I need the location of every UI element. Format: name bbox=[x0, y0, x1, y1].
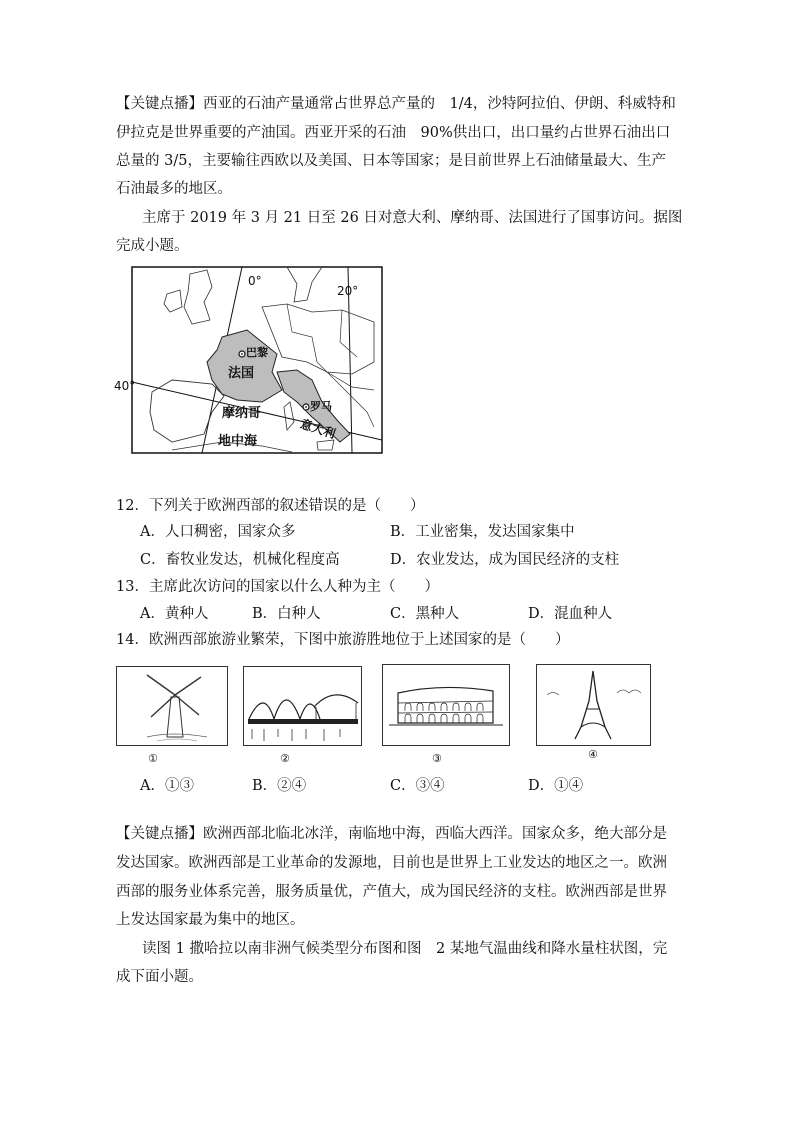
q12-option-d[interactable]: D．农业发达，成为国民经济的支柱 bbox=[390, 552, 620, 568]
picture-label-3: ③ bbox=[432, 752, 442, 765]
europe-map bbox=[112, 262, 386, 456]
intro2-line-1: 读图 1 撒哈拉以南非洲气候类型分布图和图 2 某地气温曲线和降水量柱状图，完 bbox=[142, 941, 668, 957]
q12-option-b[interactable]: B．工业密集，发达国家集中 bbox=[390, 524, 575, 540]
map-label-paris: 巴黎 bbox=[246, 346, 268, 359]
map-label-lon-20: 20° bbox=[337, 284, 359, 298]
intro1-line-1: 主席于 2019 年 3 月 21 日至 26 日对意大利、摩纳哥、法国进行了国事访问。据图 bbox=[142, 210, 683, 226]
q14-option-c[interactable]: C．③④ bbox=[390, 778, 445, 794]
note2-line-2: 发达国家。欧洲西部是工业革命的发源地，目前也是世界上工业发达的地区之一。欧洲 bbox=[116, 855, 667, 871]
q12-option-a[interactable]: A．人口稠密，国家众多 bbox=[140, 524, 296, 540]
windmill-drawing bbox=[117, 667, 227, 745]
q14-option-d[interactable]: D．①④ bbox=[528, 778, 584, 794]
note1-line-4: 石油最多的地区。 bbox=[116, 181, 232, 197]
note1-line-2: 伊拉克是世界重要的产油国。西亚开采的石油 90%供出口，出口量约占世界石油出口 bbox=[116, 125, 671, 141]
q13-option-d[interactable]: D．混血种人 bbox=[528, 606, 613, 622]
q13-option-a[interactable]: A．黄种人 bbox=[140, 606, 209, 622]
intro1-line-2: 完成小题。 bbox=[116, 238, 189, 254]
note1-line-3: 总量的 3/5，主要输往西欧以及美国、日本等国家；是目前世界上石油储量最大、生产 bbox=[116, 153, 666, 169]
windmill-picture bbox=[116, 666, 228, 746]
q14-stem: 14．欧洲西部旅游业繁荣，下图中旅游胜地位于上述国家的是（ ） bbox=[116, 632, 570, 648]
note2-line-3: 西部的服务业体系完善，服务质量优，产值大，成为国民经济的支柱。欧洲西部是世界 bbox=[116, 884, 667, 900]
q14-option-b[interactable]: B．②④ bbox=[252, 778, 307, 794]
note1-line-1: 【关键点播】西亚的石油产量通常占世界总产量的 1/4，沙特阿拉伯、伊朗、科威特和 bbox=[116, 96, 676, 112]
eiffel-tower-drawing bbox=[537, 665, 650, 745]
q12-option-c[interactable]: C．畜牧业发达，机械化程度高 bbox=[140, 552, 340, 568]
map-label-monaco: 摩纳哥 bbox=[222, 406, 262, 421]
map-label-mediterranean: 地中海 bbox=[218, 434, 258, 449]
note2-line-1: 【关键点播】欧洲西部北临北冰洋，南临地中海，西临大西洋。国家众多，绝大部分是 bbox=[116, 826, 667, 842]
map-label-rome: 罗马 bbox=[310, 400, 332, 413]
q13-option-b[interactable]: B．白种人 bbox=[252, 606, 321, 622]
map-label-france: 法国 bbox=[228, 366, 255, 381]
intro2-line-2: 成下面小题。 bbox=[116, 969, 203, 985]
map-label-lat-40: 40° bbox=[114, 379, 136, 393]
picture-label-4: ④ bbox=[588, 748, 598, 761]
note2-line-4: 上发达国家最为集中的地区。 bbox=[116, 912, 305, 928]
opera-house-drawing bbox=[244, 667, 361, 745]
colosseum-drawing bbox=[383, 665, 509, 745]
q13-option-c[interactable]: C．黑种人 bbox=[390, 606, 460, 622]
eiffel-tower-picture bbox=[536, 664, 651, 746]
q13-stem: 13．主席此次访问的国家以什么人种为主（ ） bbox=[116, 579, 439, 595]
q12-stem: 12．下列关于欧洲西部的叙述错误的是（ ） bbox=[116, 498, 425, 514]
picture-label-2: ② bbox=[280, 752, 290, 765]
q14-option-a[interactable]: A．①③ bbox=[140, 778, 194, 794]
picture-label-1: ① bbox=[148, 752, 158, 765]
opera-house-picture bbox=[243, 666, 362, 746]
map-label-italy: 意大利 bbox=[298, 416, 338, 442]
map-label-lon-0: 0° bbox=[248, 274, 262, 288]
colosseum-picture bbox=[382, 664, 510, 746]
